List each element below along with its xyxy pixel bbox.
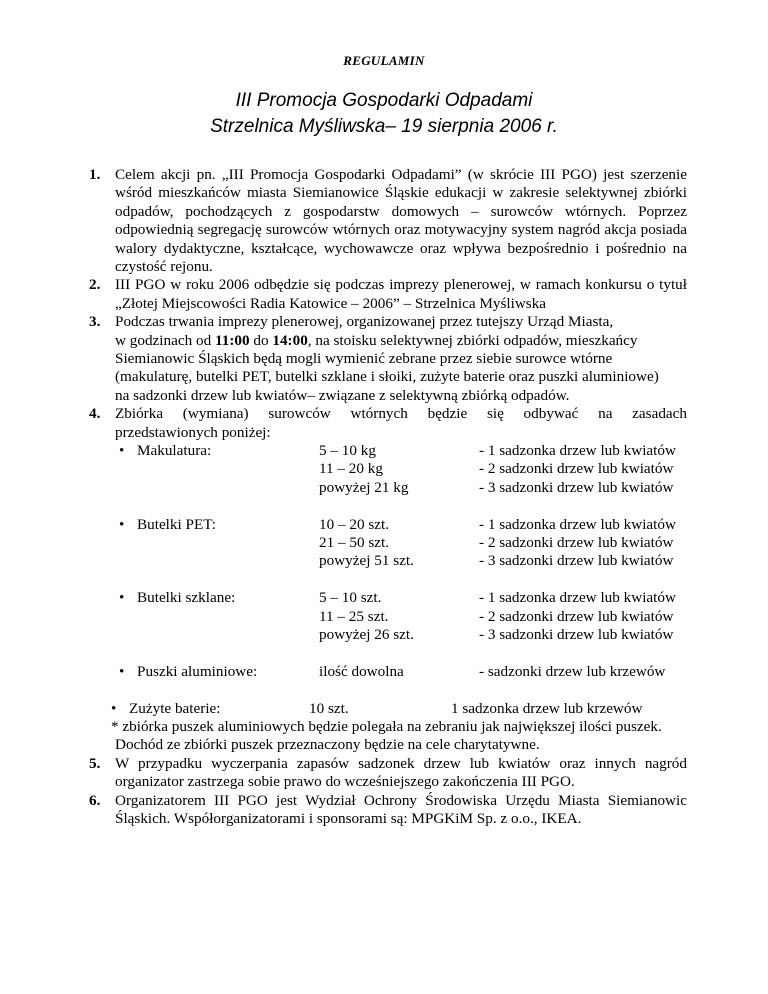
item-text: Organizatorem III PGO jest Wydział Ochrony Środowiska Urzędu Miasta Siemianowic Śląskich. Współorganizatorami i sponsorami są: MPGKiM Sp. z o.o., IKEA. xyxy=(115,791,687,827)
material-name: Makulatura: xyxy=(137,442,212,460)
bullet-icon: • xyxy=(119,662,125,680)
item-text-line xyxy=(115,332,687,350)
document-title-line-2: Strzelnica Myśliwska– 19 sierpnia 2006 r. xyxy=(210,116,558,137)
material-name: Butelki szklane: xyxy=(137,589,236,607)
material-reward: - 2 sadzonki drzew lub kwiatów xyxy=(479,460,674,478)
material-name: Puszki aluminiowe: xyxy=(137,662,258,680)
material-reward: - 3 sadzonki drzew lub kwiatów xyxy=(479,552,674,570)
material-reward: - 3 sadzonki drzew lub kwiatów xyxy=(479,478,674,496)
list-item-2 xyxy=(89,276,687,313)
material-amount: 5 – 10 kg xyxy=(319,442,376,460)
item-number: 2. xyxy=(89,276,101,294)
spacer xyxy=(115,497,687,515)
aluminium-note: * zbiórka puszek aluminiowych będzie polegała na zebraniu jak największej ilości puszek. xyxy=(111,717,662,735)
item-number: 6. xyxy=(89,791,101,809)
list-item-6 xyxy=(89,792,687,829)
bullet-icon: • xyxy=(119,515,125,533)
material-amount: 10 – 20 szt. xyxy=(319,515,390,533)
material-row xyxy=(115,534,687,552)
item-number: 4. xyxy=(89,405,101,423)
materials-table xyxy=(111,442,687,755)
material-row xyxy=(115,442,687,460)
time-end: 14:00 xyxy=(272,331,308,349)
item-text-line: na sadzonki drzew lub kwiatów– związane z selektywną zbiórką odpadów. xyxy=(115,386,570,404)
material-reward: - 1 sadzonka drzew lub kwiatów xyxy=(479,515,676,533)
item-text-line: Zbiórka (wymiana) surowców wtórnych będzie się odbywać na zasadach xyxy=(115,405,687,423)
regulations-list xyxy=(89,166,687,828)
bullet-icon: • xyxy=(111,699,117,717)
material-amount: 5 – 10 szt. xyxy=(319,589,382,607)
material-amount: powyżej 21 kg xyxy=(319,478,409,496)
material-amount: powyżej 51 szt. xyxy=(319,552,414,570)
material-amount: 21 – 50 szt. xyxy=(319,534,390,552)
material-row xyxy=(115,626,687,644)
item-text: III PGO w roku 2006 odbędzie się podczas imprezy plenerowej, w ramach konkursu o tytuł „Złotej Miejscowości Radia Katowice – 2006” – Strzelnica Myśliwska xyxy=(115,276,687,312)
material-amount: powyżej 26 szt. xyxy=(319,626,414,643)
material-reward: - sadzonki drzew lub krzewów xyxy=(479,662,666,680)
item-number: 3. xyxy=(89,313,101,331)
material-row xyxy=(115,479,687,497)
spacer xyxy=(115,681,687,699)
material-reward: - 3 sadzonki drzew lub kwiatów xyxy=(479,626,674,643)
charity-note: Dochód ze zbiórki puszek przeznaczony będzie na cele charytatywne. xyxy=(115,736,540,754)
material-row xyxy=(115,663,687,681)
batteries-amount: 10 szt. xyxy=(309,699,349,717)
document-heading: REGULAMIN xyxy=(343,53,425,68)
item-text-line: (makulaturę, butelki PET, butelki szklane i słoiki, zużyte baterie oraz puszki aluminiowe) xyxy=(115,368,659,386)
list-item-4 xyxy=(89,405,687,754)
spacer xyxy=(115,571,687,589)
batteries-row xyxy=(111,700,687,718)
bullet-icon: • xyxy=(119,442,125,460)
list-item-3 xyxy=(89,313,687,405)
item-text-fragment: , na stoisku selektywnej zbiórki odpadów, mieszkańcy xyxy=(307,331,638,349)
item-text: W przypadku wyczerpania zapasów sadzonek drzew lub kwiatów oraz innych nagród organizator zastrzega sobie prawo do wcześniejszego zakończenia III PGO. xyxy=(115,754,687,791)
item-text: Celem akcji pn. „III Promocja Gospodarki Odpadami” (w skrócie III PGO) jest szerzenie wśród mieszkańców miasta Siemianowice Śląskie edukacji w zakresie selektywnej zbiórki odpadów, pochodzących z gospodarstw domowych – surowców wtórnych. Poprzez odpowiednią segregację surowców wtórnych oraz motywacyjny system nagród akcja posiada walory dydaktyczne, kształcące, wychowawcze oraz wpływa bezpośrednio i pośrednio na czystość rejonu. xyxy=(115,166,687,276)
item-text-fragment: w godzinach od xyxy=(115,331,215,349)
material-reward: - 2 sadzonki drzew lub kwiatów xyxy=(479,534,674,552)
bullet-icon: • xyxy=(119,589,125,607)
item-text-line: Podczas trwania imprezy plenerowej, organizowanej przez tutejszy Urząd Miasta, xyxy=(115,313,614,331)
batteries-reward: 1 sadzonka drzew lub krzewów xyxy=(451,699,643,717)
list-item-5 xyxy=(89,755,687,792)
item-number: 5. xyxy=(89,754,101,772)
material-row xyxy=(115,608,687,626)
list-item-1 xyxy=(89,166,687,276)
item-text-line: Siemianowic Śląskich będą mogli wymienić zebrane przez siebie surowce wtórne xyxy=(115,350,613,368)
material-amount: ilość dowolna xyxy=(319,662,404,680)
material-row xyxy=(115,552,687,570)
material-amount: 11 – 25 szt. xyxy=(319,607,389,625)
material-reward: - 2 sadzonki drzew lub kwiatów xyxy=(479,607,674,625)
item-number: 1. xyxy=(89,166,101,183)
document-title-line-1: III Promocja Gospodarki Odpadami xyxy=(235,90,533,111)
item-text-line: przedstawionych poniżej: xyxy=(115,423,271,441)
material-row xyxy=(115,516,687,534)
material-name: Butelki PET: xyxy=(137,515,216,533)
material-row xyxy=(115,589,687,607)
spacer xyxy=(115,644,687,662)
regulations-body xyxy=(89,166,687,828)
material-reward: - 1 sadzonka drzew lub kwiatów xyxy=(479,442,676,460)
material-row xyxy=(115,460,687,478)
material-reward: - 1 sadzonka drzew lub kwiatów xyxy=(479,589,676,607)
material-amount: 11 – 20 kg xyxy=(319,460,383,478)
time-start: 11:00 xyxy=(214,331,250,349)
item-text-fragment: do xyxy=(249,331,273,349)
batteries-name: Zużyte baterie: xyxy=(129,699,221,717)
